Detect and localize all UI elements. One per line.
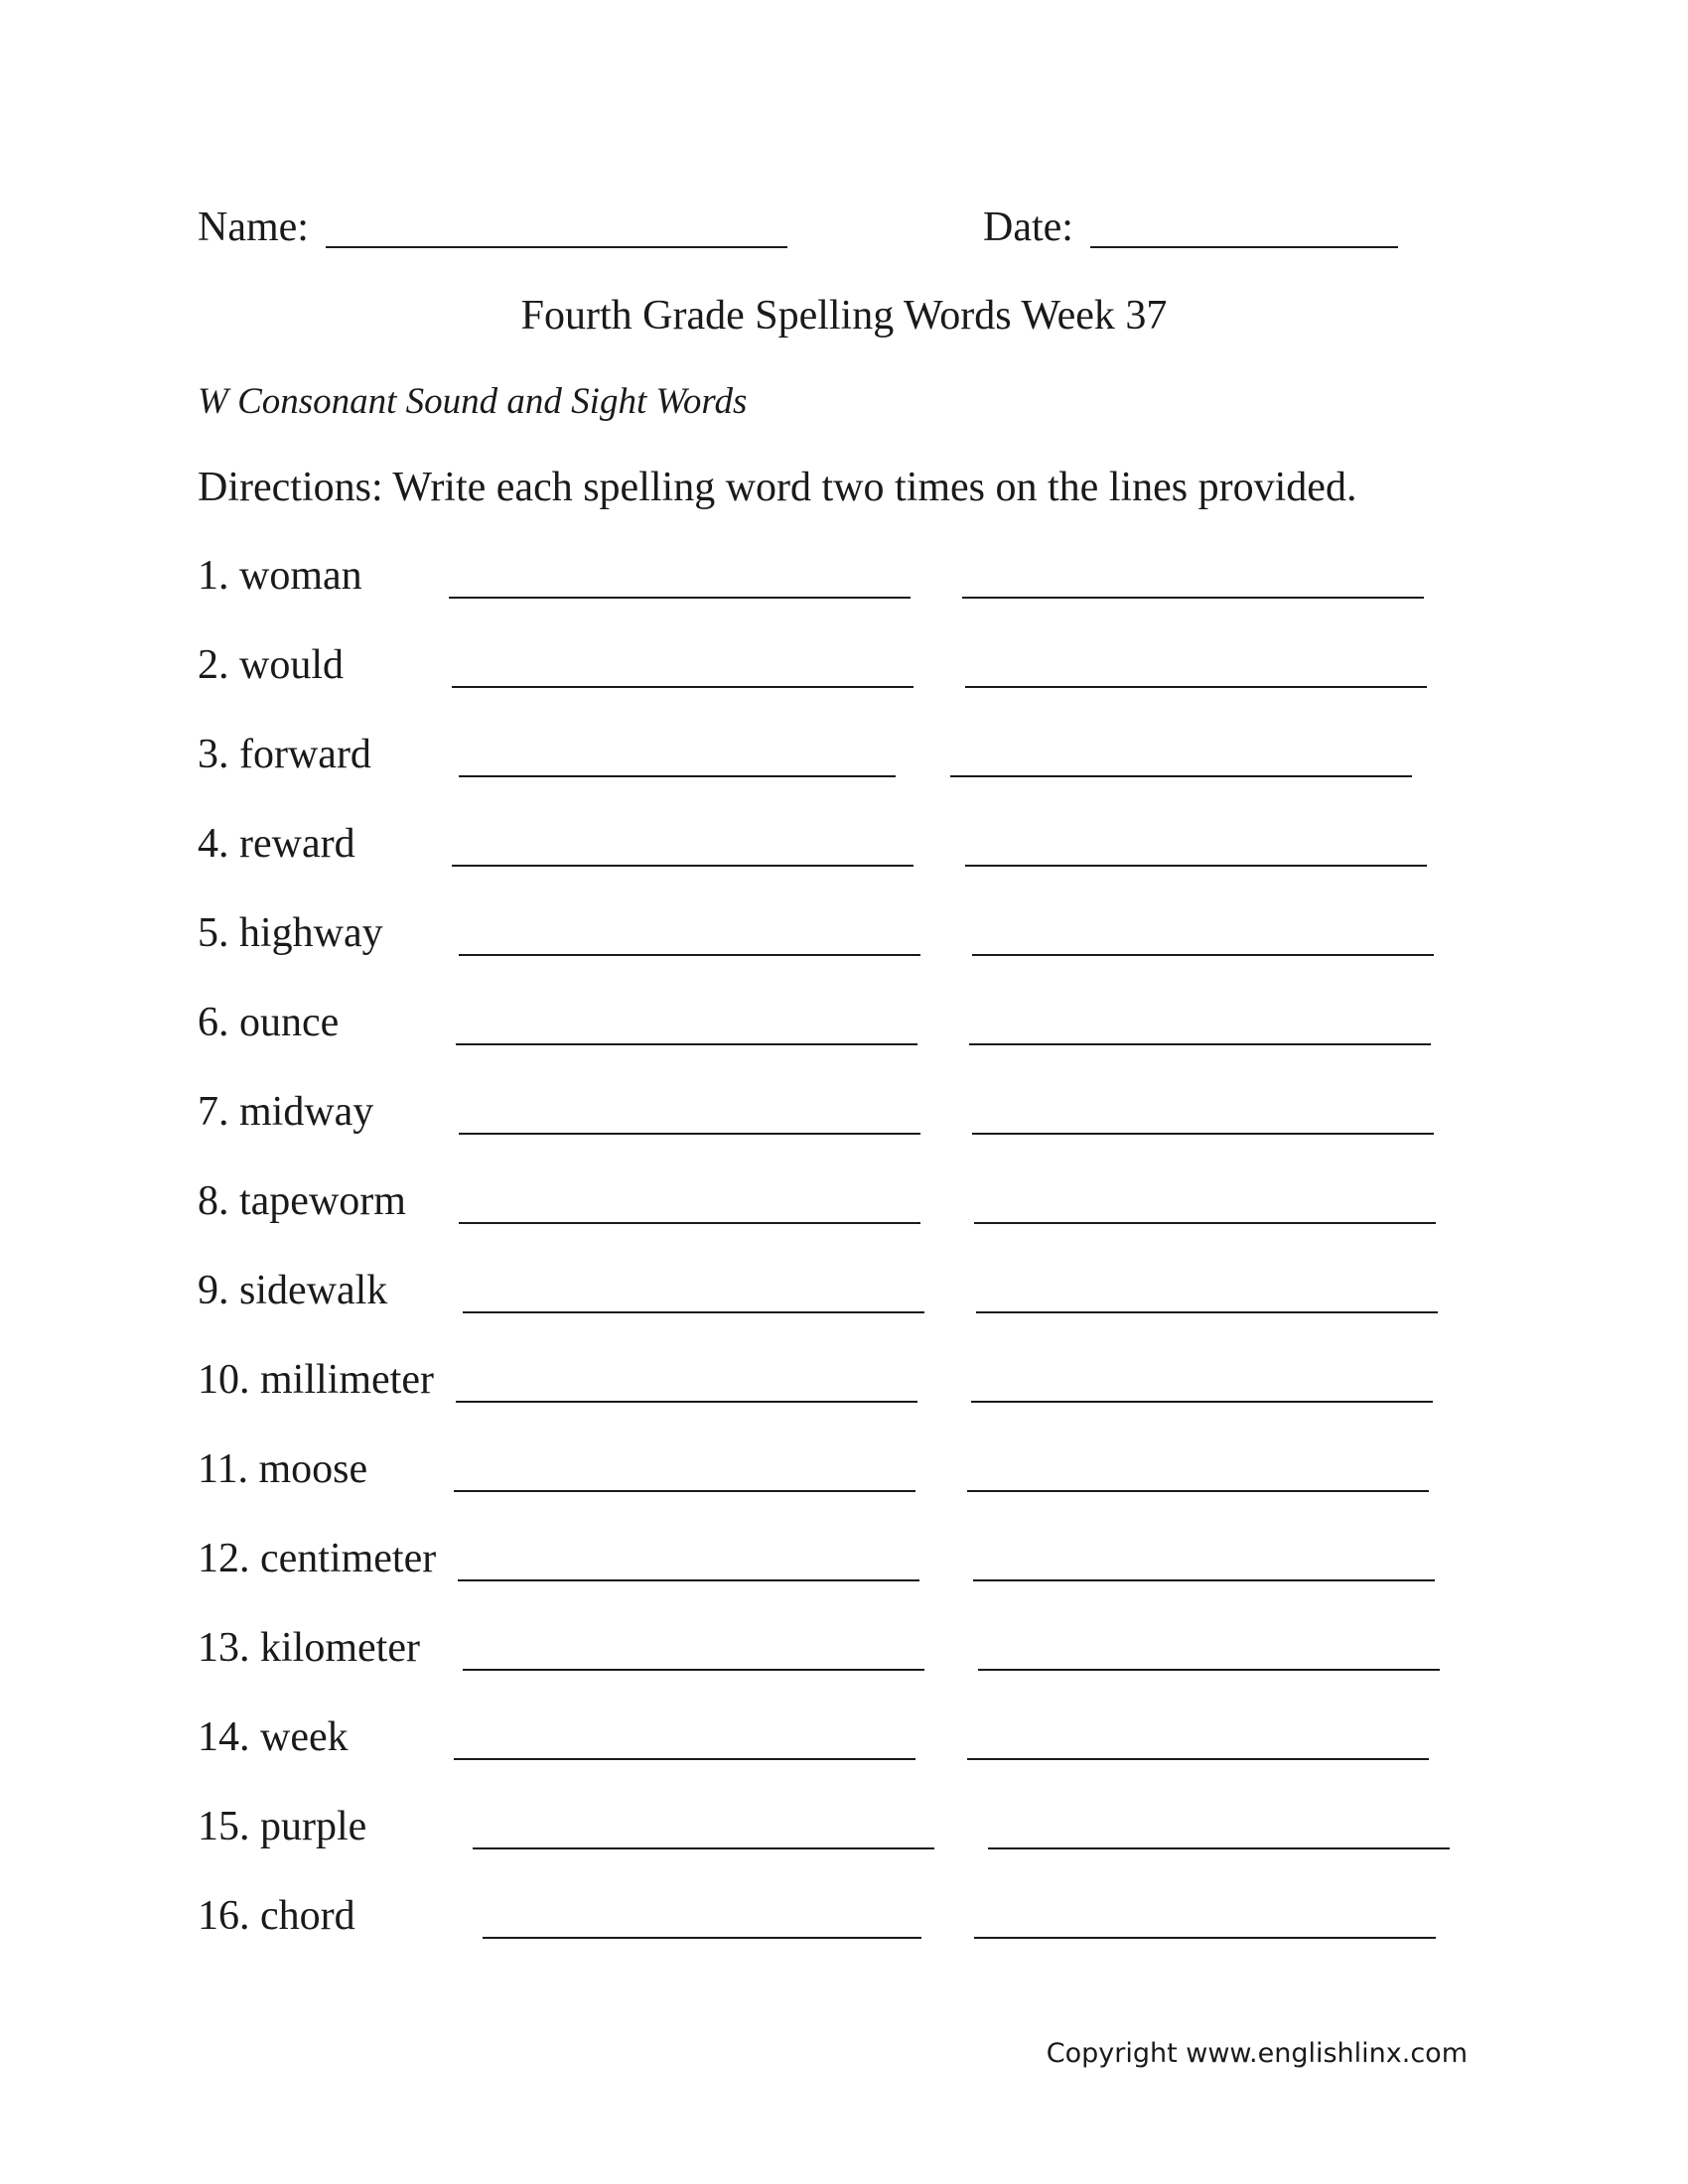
answer-line-2[interactable] xyxy=(950,775,1412,777)
spelling-word: 13. kilometer xyxy=(198,1625,420,1671)
spelling-word: 2. would xyxy=(198,642,344,688)
spelling-word: 10. millimeter xyxy=(198,1357,434,1403)
worksheet-subtitle: W Consonant Sound and Sight Words xyxy=(198,381,748,422)
answer-line-1[interactable] xyxy=(473,1847,934,1849)
answer-line-1[interactable] xyxy=(454,1758,915,1760)
spelling-word: 8. tapeworm xyxy=(198,1178,406,1224)
answer-line-2[interactable] xyxy=(988,1847,1450,1849)
answer-line-1[interactable] xyxy=(459,1222,920,1224)
answer-line-1[interactable] xyxy=(452,686,914,688)
answer-line-1[interactable] xyxy=(456,1043,917,1045)
spelling-word: 11. moose xyxy=(198,1446,368,1492)
answer-line-2[interactable] xyxy=(962,597,1424,599)
date-field[interactable] xyxy=(1090,246,1398,248)
name-field[interactable] xyxy=(326,246,787,248)
answer-line-2[interactable] xyxy=(974,1222,1436,1224)
spelling-word: 14. week xyxy=(198,1714,349,1760)
answer-line-1[interactable] xyxy=(458,1579,919,1581)
date-label: Date: xyxy=(983,205,1073,250)
answer-line-1[interactable] xyxy=(456,1401,917,1403)
spelling-word: 12. centimeter xyxy=(198,1536,437,1581)
copyright-notice: Copyright www.englishlinx.com xyxy=(1046,2038,1468,2069)
answer-line-1[interactable] xyxy=(449,597,911,599)
answer-line-1[interactable] xyxy=(463,1669,924,1671)
spelling-word: 6. ounce xyxy=(198,1000,340,1045)
spelling-word: 5. highway xyxy=(198,910,383,956)
answer-line-2[interactable] xyxy=(971,1401,1433,1403)
answer-line-2[interactable] xyxy=(967,1490,1429,1492)
answer-line-2[interactable] xyxy=(976,1311,1438,1313)
answer-line-2[interactable] xyxy=(972,954,1434,956)
worksheet-title: Fourth Grade Spelling Words Week 37 xyxy=(520,293,1168,339)
answer-line-1[interactable] xyxy=(452,865,914,867)
spelling-word: 15. purple xyxy=(198,1804,367,1849)
directions-text: Directions: Write each spelling word two times on the lines provided. xyxy=(198,465,1357,510)
answer-line-1[interactable] xyxy=(483,1937,921,1939)
answer-line-2[interactable] xyxy=(978,1669,1440,1671)
answer-line-2[interactable] xyxy=(965,686,1427,688)
answer-line-1[interactable] xyxy=(459,954,920,956)
answer-line-2[interactable] xyxy=(967,1758,1429,1760)
answer-line-1[interactable] xyxy=(459,1133,920,1135)
answer-line-1[interactable] xyxy=(454,1490,915,1492)
name-label: Name: xyxy=(198,205,309,250)
spelling-word: 9. sidewalk xyxy=(198,1268,388,1313)
answer-line-2[interactable] xyxy=(972,1133,1434,1135)
answer-line-2[interactable] xyxy=(965,865,1427,867)
spelling-word: 16. chord xyxy=(198,1893,355,1939)
spelling-word: 3. forward xyxy=(198,732,371,777)
answer-line-2[interactable] xyxy=(973,1579,1435,1581)
answer-line-1[interactable] xyxy=(459,775,896,777)
answer-line-2[interactable] xyxy=(974,1937,1436,1939)
answer-line-2[interactable] xyxy=(969,1043,1431,1045)
spelling-word: 1. woman xyxy=(198,553,362,599)
answer-line-1[interactable] xyxy=(463,1311,924,1313)
spelling-word: 7. midway xyxy=(198,1089,374,1135)
spelling-word: 4. reward xyxy=(198,821,355,867)
